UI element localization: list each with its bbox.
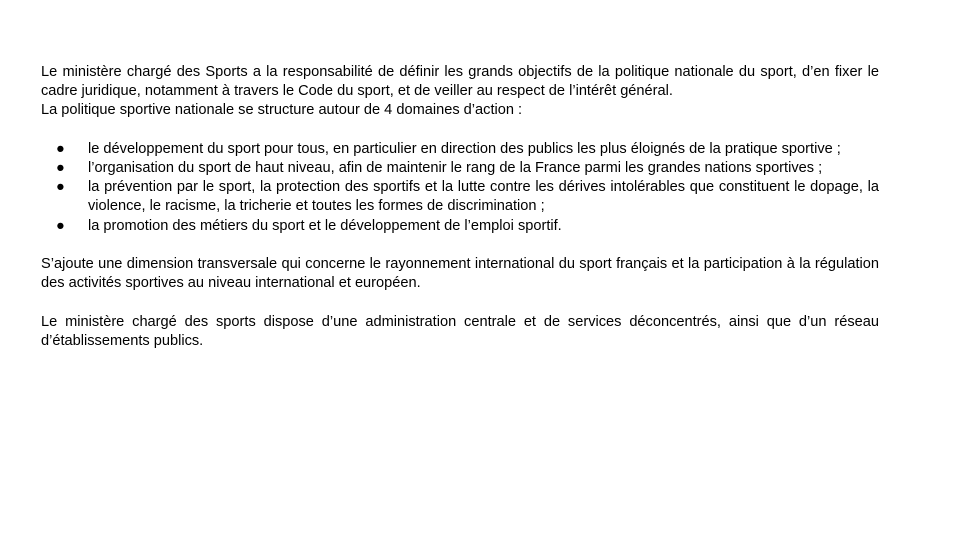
list-item-text: l’organisation du sport de haut niveau, afin de maintenir le rang de la France parmi les grandes nations sportives ; bbox=[88, 160, 823, 176]
list-item-text: la prévention par le sport, la protection des sportifs et la lutte contre les dérives intolérables que constituent le dopage, la violence, le racisme, la tricherie et toutes les formes de discrimination ; bbox=[88, 179, 879, 215]
list-item bbox=[41, 159, 899, 178]
list-item bbox=[41, 140, 879, 159]
bullet-icon: ● bbox=[56, 179, 65, 196]
list-item-text: le développement du sport pour tous, en particulier en direction des publics les plus éloignés de la pratique sportive ; bbox=[88, 140, 841, 157]
intro-line: La politique sportive nationale se structure autour de 4 domaines d’action : bbox=[41, 102, 523, 119]
list-item bbox=[41, 178, 879, 216]
spacer bbox=[41, 121, 879, 140]
intro-paragraph: Le ministère chargé des Sports a la responsabilité de définir les grands objectifs de la politique nationale du sport, d’en fixer le cadre juridique, notamment à travers le Code du sport, et de veiller au respect de l’intérêt général. bbox=[41, 64, 879, 100]
action-domains-list bbox=[41, 140, 879, 236]
slide-body bbox=[41, 63, 879, 351]
transversal-paragraph: S’ajoute une dimension transversale qui concerne le rayonnement international du sport français et la participation à la régulation des activités sportives au niveau international et européen. bbox=[41, 256, 879, 292]
list-item bbox=[41, 217, 879, 236]
list-item-text: la promotion des métiers du sport et le développement de l’emploi sportif. bbox=[88, 217, 562, 234]
bullet-icon: ● bbox=[56, 160, 65, 176]
closing-paragraph: Le ministère chargé des sports dispose d’une administration centrale et de services déconcentrés, ainsi que d’un réseau d’établissements publics. bbox=[41, 313, 879, 349]
bullet-icon: ● bbox=[56, 217, 65, 234]
spacer bbox=[41, 236, 879, 255]
bullet-icon: ● bbox=[56, 140, 65, 157]
spacer bbox=[41, 293, 879, 312]
